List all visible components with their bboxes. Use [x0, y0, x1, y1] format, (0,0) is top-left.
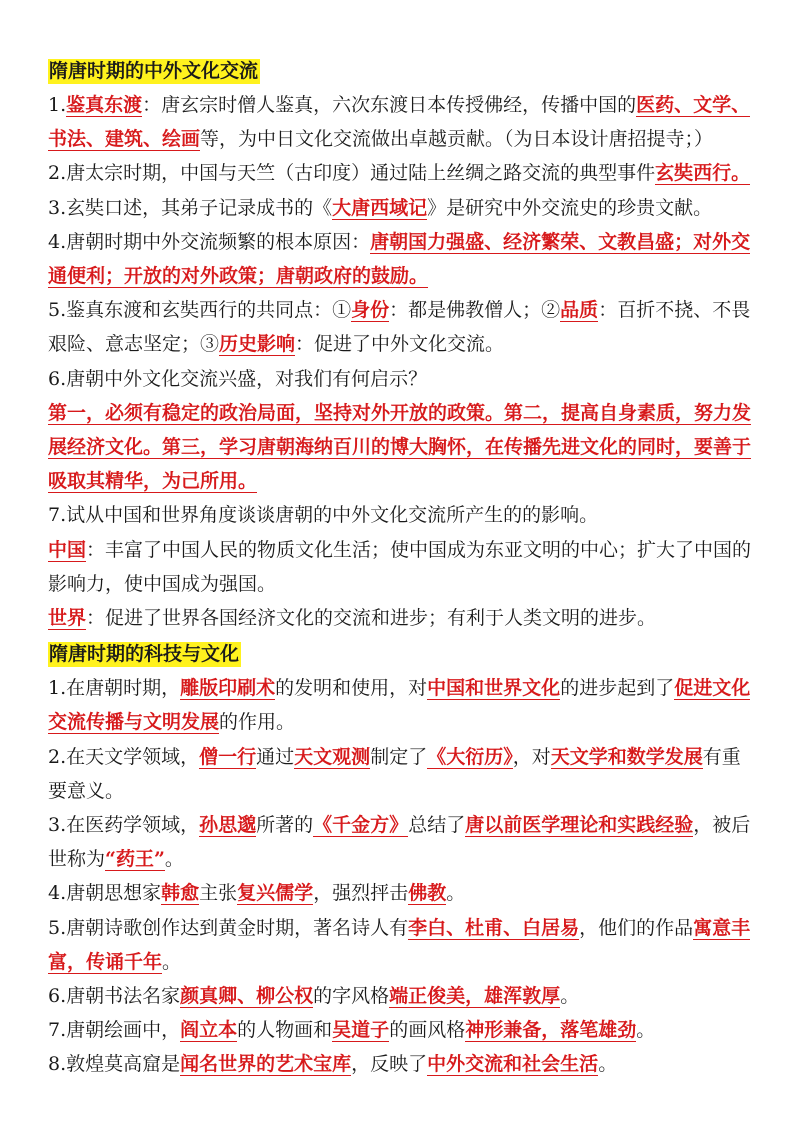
- text-line: [48, 1047, 754, 1081]
- text-segment: 通过: [256, 745, 295, 768]
- key-term: 李白、杜甫、白居易: [408, 916, 580, 939]
- text-line: [48, 945, 754, 979]
- key-term: “药王”: [105, 848, 165, 871]
- text-segment: 主张: [199, 882, 238, 905]
- text-segment: 影响力，使中国成为强国。: [48, 572, 277, 595]
- text-segment: 3.在医药学领域，: [48, 814, 200, 837]
- text-segment: 5.唐朝诗歌创作达到黄金时期，著名诗人有: [48, 916, 409, 939]
- text-segment: 制定了: [370, 745, 428, 768]
- text-segment: 。: [598, 1053, 618, 1076]
- text-line: [48, 774, 754, 808]
- text-segment: 世称为: [48, 848, 106, 871]
- text-segment: 。: [560, 985, 580, 1008]
- key-term: 书法、建筑、绘画: [48, 128, 201, 151]
- text-segment: 1.: [48, 94, 67, 116]
- text-segment: ：丰富了中国人民的物质文化生活；使中国成为东亚文明的中心；扩大了中国的: [86, 538, 752, 561]
- text-segment: 等，为中日文化交流做出卓越贡献。（为日本设计唐招提寺；）: [200, 128, 714, 151]
- key-term: 中外交流和社会生活: [427, 1053, 599, 1076]
- text-segment: ，对: [512, 745, 551, 768]
- text-segment: 的画风格: [389, 1019, 466, 1042]
- key-term: 天文学和数学发展: [550, 745, 703, 768]
- text-segment: ，强烈抨击: [313, 882, 409, 905]
- text-line: [48, 498, 754, 532]
- key-term: 世界: [48, 607, 87, 630]
- key-term: 复兴儒学: [237, 882, 314, 905]
- key-term: 雕版印刷术: [180, 677, 276, 700]
- key-term: 韩愈: [161, 882, 200, 905]
- text-segment: 。: [162, 950, 182, 973]
- key-term: 天文观测: [294, 745, 371, 768]
- key-term: 促进文化: [674, 677, 751, 700]
- text-segment: 的作用。: [219, 711, 296, 734]
- text-segment: 的发明和使用，对: [275, 677, 428, 700]
- section-heading: [48, 637, 754, 671]
- text-segment: 6.唐朝书法名家: [48, 985, 181, 1008]
- text-line: [48, 911, 754, 945]
- text-segment: 要意义。: [48, 779, 125, 802]
- text-segment: 7.试从中国和世界角度谈谈唐朝的中外文化交流所产生的的影响。: [48, 504, 599, 527]
- key-term: 闻名世界的艺术宝库: [180, 1053, 352, 1076]
- key-term: 孙思邈: [199, 814, 257, 837]
- key-term: 佛教: [408, 882, 447, 905]
- text-segment: 总结了: [408, 814, 466, 837]
- text-line: [48, 842, 754, 876]
- text-line: [48, 808, 754, 842]
- text-segment: 2.唐太宗时期，中国与天竺（古印度）通过陆上丝绸之路交流的典型事件: [48, 162, 656, 185]
- text-segment: ，他们的作品: [579, 916, 694, 939]
- text-line: [48, 464, 754, 498]
- text-line: [48, 225, 754, 259]
- key-term: 寓意丰: [693, 916, 751, 939]
- text-line: [48, 327, 754, 361]
- text-segment: 。: [446, 882, 466, 905]
- key-term: 《大衍历》: [427, 745, 513, 768]
- text-segment: 3.玄奘口述，其弟子记录成书的《: [48, 196, 333, 219]
- text-line: [48, 122, 754, 156]
- text-segment: 艰险、意志坚定；③: [48, 333, 220, 356]
- text-line: [48, 740, 754, 774]
- text-segment: 2.在天文学领域，: [48, 745, 200, 768]
- key-term: 鉴真东渡: [66, 94, 143, 116]
- text-segment: 7.唐朝绘画中，: [48, 1019, 181, 1042]
- key-term: 医药、文学、: [636, 94, 751, 116]
- text-line: [48, 293, 754, 327]
- key-term: 交流传播与文明发展: [48, 711, 220, 734]
- text-line: [48, 705, 754, 739]
- key-term: 中国: [48, 538, 87, 561]
- key-term: 通便利；开放的对外政策；唐朝政府的鼓励。: [48, 265, 429, 288]
- section-heading: [48, 54, 754, 88]
- text-segment: 的人物画和: [237, 1019, 333, 1042]
- key-term: 历史影响: [219, 333, 296, 356]
- key-term: 玄奘西行。: [655, 162, 751, 185]
- key-term: 《千金方》: [313, 814, 409, 837]
- text-segment: 有重: [702, 745, 741, 768]
- text-segment: 所著的: [256, 814, 314, 837]
- key-term: 唐朝国力强盛、经济繁荣、文教昌盛；对外交: [370, 230, 751, 253]
- key-term: 大唐西域记: [332, 196, 428, 219]
- text-segment: 的进步起到了: [560, 677, 675, 700]
- text-segment: 的字风格: [313, 985, 390, 1008]
- key-term: 僧一行: [199, 745, 257, 768]
- text-line: [48, 533, 754, 567]
- key-term: 吴道子: [332, 1019, 390, 1042]
- text-segment: 8.敦煌莫高窟是: [48, 1053, 181, 1076]
- text-line: [48, 979, 754, 1013]
- text-line: [48, 567, 754, 601]
- key-term: 吸取其精华，为己所用。: [48, 470, 258, 493]
- text-line: [48, 156, 754, 190]
- text-segment: 4.唐朝时期中外交流频繁的根本原因：: [48, 230, 371, 253]
- key-term: 神形兼备，落笔雄劲: [465, 1019, 637, 1042]
- text-segment: 6.唐朝中外文化交流兴盛，对我们有何启示？: [48, 367, 428, 390]
- text-segment: ：百折不挠、不畏: [598, 299, 751, 322]
- section-heading-text: 隋唐时期的科技与文化: [49, 643, 240, 666]
- text-line: [48, 259, 754, 293]
- text-line: [48, 601, 754, 635]
- text-segment: ：促进了世界各国经济文化的交流和进步；有利于人类文明的进步。: [86, 607, 657, 630]
- key-term: 中国和世界文化: [427, 677, 561, 700]
- key-term: 第一，必须有稳定的政治局面，坚持对外开放的政策。第二，提高自身素质，努力发: [48, 401, 752, 424]
- text-segment: 。: [636, 1019, 656, 1042]
- text-segment: ：唐玄宗时僧人鉴真，六次东渡日本传授佛经，传播中国的: [142, 94, 637, 116]
- key-term: 端正俊美，雄浑敦厚: [389, 985, 561, 1008]
- text-line: [48, 362, 754, 396]
- text-segment: 4.唐朝思想家: [48, 882, 162, 905]
- text-segment: 5.鉴真东渡和玄奘西行的共同点：①: [48, 299, 352, 322]
- text-line: [48, 876, 754, 910]
- text-line: [48, 396, 754, 430]
- key-term: 品质: [560, 299, 599, 322]
- text-segment: ：促进了中外文化交流。: [295, 333, 505, 356]
- text-line: [48, 430, 754, 464]
- text-line: [48, 191, 754, 225]
- text-line: [48, 88, 754, 122]
- key-term: 颜真卿、柳公权: [180, 985, 314, 1008]
- text-line: [48, 1013, 754, 1047]
- section-heading-text: 隋唐时期的中外文化交流: [49, 60, 259, 82]
- text-segment: 》是研究中外交流史的珍贵文献。: [427, 196, 713, 219]
- text-segment: 。: [164, 848, 184, 871]
- text-segment: ，被后: [693, 814, 751, 837]
- key-term: 阎立本: [180, 1019, 238, 1042]
- text-segment: 1.在唐朝时期，: [48, 677, 181, 700]
- text-line: [48, 671, 754, 705]
- text-segment: ，反映了: [351, 1053, 428, 1076]
- key-term: 富，传诵千年: [48, 950, 163, 973]
- key-term: 身份: [351, 299, 390, 322]
- text-segment: ：都是佛教僧人；②: [389, 299, 561, 322]
- key-term: 展经济文化。第三，学习唐朝海纳百川的博大胸怀，在传播先进文化的同时，要善于: [48, 436, 752, 459]
- key-term: 唐以前医学理论和实践经验: [465, 814, 694, 837]
